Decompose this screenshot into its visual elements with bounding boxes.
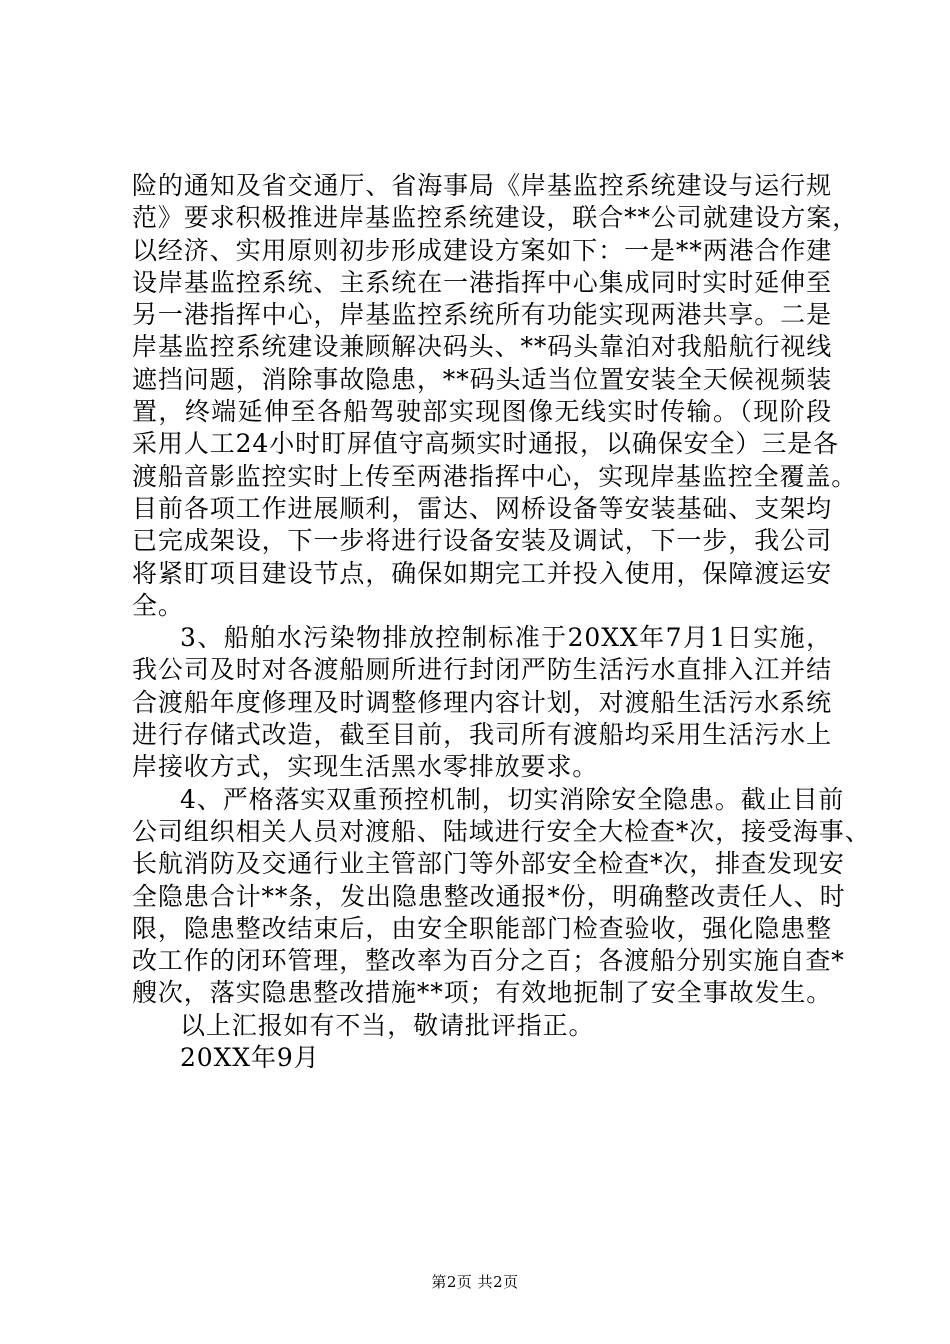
paragraph-line: 改工作的闭环管理，整改率为百分之百；各渡船分别实施自查*	[132, 946, 845, 976]
paragraph-line: 已完成架设，下一步将进行设备安装及调试，下一步，我公司	[132, 526, 832, 556]
paragraph-line: 公司组织相关人员对渡船、陆域进行安全大检查*次，接受海事、	[132, 816, 871, 846]
paragraph-line: 遮挡问题，消除事故隐患，**码头适当位置安装全天候视频装	[132, 364, 833, 394]
paragraph-line: 长航消防及交通行业主管部门等外部安全检查*次，排查发现安	[132, 849, 845, 879]
paragraph-line: 采用人工24小时盯屏值守高频实时通报，以确保安全）三是各	[132, 429, 840, 459]
paragraph-line: 3、船舶水污染物排放控制标准于20XX年7月1日实施，	[180, 623, 832, 653]
closing-remark: 以上汇报如有不当，敬请批评指正。	[180, 1010, 595, 1040]
paragraph-line: 渡船音影监控实时上传至两港指挥中心，实现岸基监控全覆盖。	[132, 461, 858, 491]
paragraph-line: 全。	[132, 590, 184, 620]
paragraph-line: 艘次，落实隐患整改措施**项；有效地扼制了安全事故发生。	[132, 978, 833, 1008]
page-footer: 第2页 共2页	[431, 1273, 519, 1291]
paragraph-line: 全隐患合计**条，发出隐患整改通报*份，明确整改责任人、时	[132, 881, 846, 911]
paragraph-water-pollution	[132, 622, 832, 783]
paragraph-line: 4、严格落实双重预控机制，切实消除安全隐患。截止目前	[180, 784, 845, 814]
paragraph-line: 岸接收方式，实现生活黑水零排放要求。	[132, 752, 599, 782]
paragraph-safety-inspection	[132, 784, 871, 1010]
document-body	[132, 170, 871, 1074]
paragraph-line: 我公司及时对各渡船厕所进行封闭严防生活污水直排入江并结	[132, 655, 832, 685]
paragraph-line: 以经济、实用原则初步形成建设方案如下：一是**两港合作建	[132, 235, 833, 265]
paragraph-line: 限，隐患整改结束后，由安全职能部门检查验收，强化隐患整	[132, 913, 832, 943]
paragraph-line: 险的通知及省交通厅、省海事局《岸基监控系统建设与运行规	[132, 171, 832, 200]
paragraph-line: 另一港指挥中心，岸基监控系统所有功能实现两港共享。二是	[132, 300, 832, 330]
paragraph-line: 目前各项工作进展顺利，雷达、网桥设备等安装基础、支架均	[132, 493, 832, 523]
paragraph-line: 进行存储式改造，截至目前，我司所有渡船均采用生活污水上	[132, 720, 832, 750]
paragraph-line: 将紧盯项目建设节点，确保如期完工并投入使用，保障渡运安	[132, 558, 832, 588]
paragraph-line: 合渡船年度修理及时调整修理内容计划，对渡船生活污水系统	[132, 687, 832, 717]
paragraph-line: 置，终端延伸至各船驾驶部实现图像无线实时传输。（现阶段	[132, 397, 832, 427]
paragraph-line: 设岸基监控系统、主系统在一港指挥中心集成同时实时延伸至	[132, 267, 832, 297]
paragraph-line: 范》要求积极推进岸基监控系统建设，联合**公司就建设方案，	[132, 203, 859, 233]
document-date: 20XX年9月	[180, 1043, 320, 1073]
paragraph-shore-monitoring	[132, 170, 859, 622]
paragraph-line: 岸基监控系统建设兼顾解决码头、**码头靠泊对我船航行视线	[132, 332, 833, 362]
